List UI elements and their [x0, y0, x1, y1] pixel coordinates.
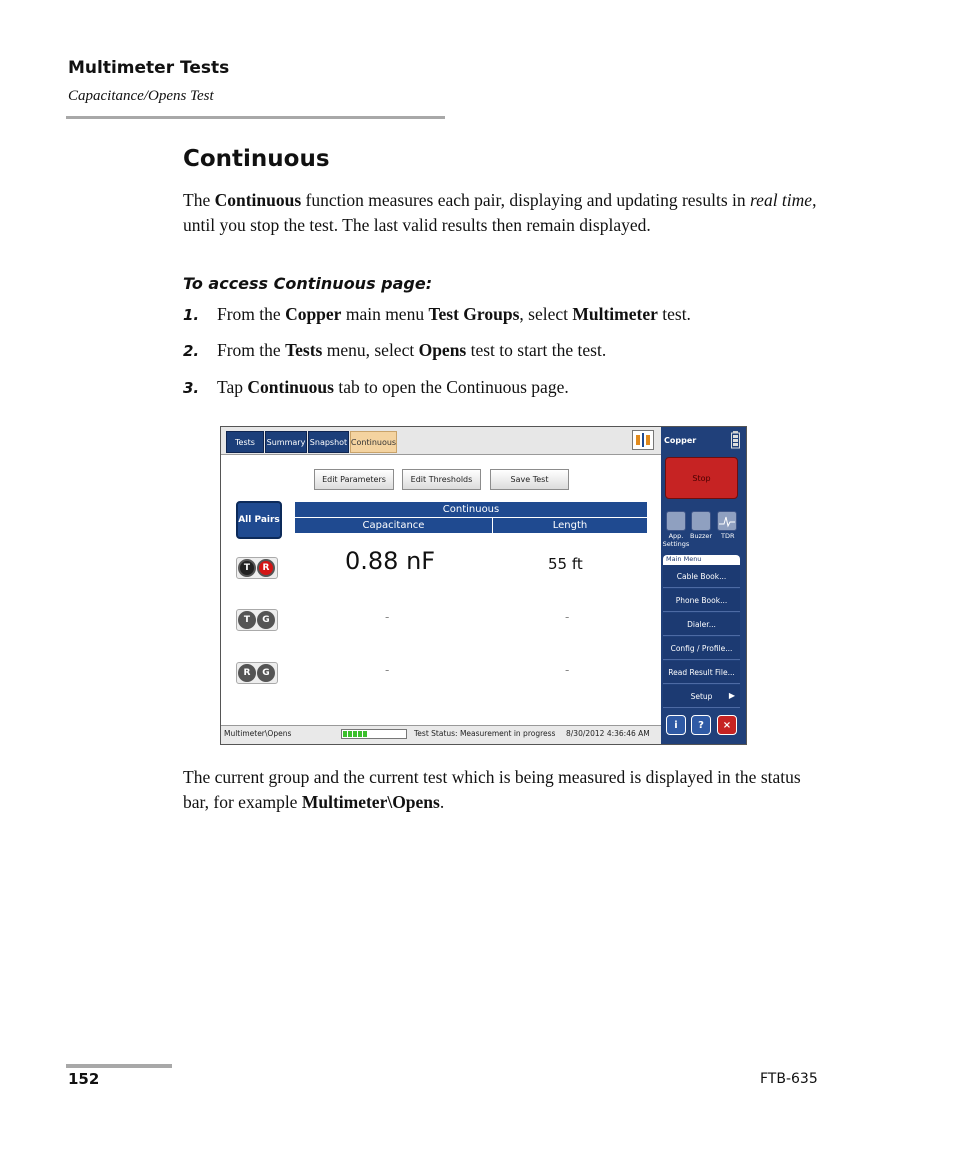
tab-snapshot[interactable]: Snapshot [308, 431, 349, 453]
footer-rule [66, 1064, 172, 1068]
menu-read-result-file[interactable]: Read Result File... [663, 661, 740, 684]
app-settings-icon[interactable] [666, 511, 686, 531]
main-menu-title: Main Menu [663, 555, 740, 566]
running-header-subtitle: Capacitance/Opens Test [68, 88, 214, 104]
procedure-title: To access Continuous page: [183, 274, 433, 293]
app-settings-label: App. Settings [662, 532, 690, 548]
menu-dialer[interactable]: Dialer... [663, 613, 740, 636]
pair-ring-icon: R [257, 559, 275, 577]
save-test-button[interactable]: Save Test [490, 469, 569, 490]
pair-ring-icon: R [238, 664, 256, 682]
tdr-label: TDR [721, 532, 735, 540]
right-panel [661, 427, 746, 744]
tab-tests[interactable]: Tests [226, 431, 264, 453]
menu-setup-label: Setup [690, 691, 713, 701]
capacitance-value: 0.88 nF [345, 547, 436, 575]
close-icon[interactable]: × [717, 715, 737, 735]
table-title: Continuous [295, 502, 647, 517]
menu-setup[interactable] [663, 685, 740, 708]
step-3: 3. Tap Continuous tab to open the Continuous page. [183, 377, 569, 397]
progress-fill [343, 731, 368, 737]
col-header-capacitance: Capacitance [295, 518, 492, 533]
status-bar [221, 725, 661, 745]
running-header-title: Multimeter Tests [68, 58, 230, 78]
pair-ground-icon: G [257, 664, 275, 682]
help-icon[interactable]: ? [691, 715, 711, 735]
edit-thresholds-button[interactable]: Edit Thresholds [402, 469, 481, 490]
pair-tg-button[interactable] [236, 609, 278, 631]
pair-tr-button[interactable] [236, 557, 278, 579]
pin-icon[interactable] [632, 430, 654, 450]
buzzer-icon[interactable] [691, 511, 711, 531]
pair-tip-icon: T [238, 559, 256, 577]
closing-paragraph: The current group and the current test which is being measured is displayed in the status bar, for example Multimeter\Opens. [183, 767, 801, 812]
length-value: 55 ft [548, 555, 583, 573]
menu-cable-book[interactable]: Cable Book... [663, 565, 740, 588]
length-value: - [565, 663, 570, 677]
edit-parameters-button[interactable]: Edit Parameters [314, 469, 394, 490]
progress-bar [341, 729, 407, 739]
pair-rg-button[interactable] [236, 662, 278, 684]
chevron-right-icon: ▶ [728, 691, 735, 700]
info-icon[interactable]: i [666, 715, 686, 735]
tab-summary[interactable]: Summary [265, 431, 307, 453]
tdr-icon[interactable] [717, 511, 737, 531]
battery-icon [731, 431, 740, 449]
menu-config-profile[interactable]: Config / Profile... [663, 637, 740, 660]
panel-title: Copper [664, 436, 697, 445]
capacitance-value: - [385, 663, 390, 677]
pair-ground-icon: G [257, 611, 275, 629]
step-2: 2. From the Tests menu, select Opens test to start the test. [183, 340, 607, 360]
menu-phone-book[interactable]: Phone Book... [663, 589, 740, 612]
capacitance-value: - [385, 610, 390, 624]
intro-paragraph: The Continuous function measures each pair, displaying and updating results in real time, until you stop the test. The last valid results then remain displayed. [183, 190, 817, 235]
status-test-path: Multimeter\Opens [224, 729, 292, 738]
section-title: Continuous [183, 146, 330, 172]
status-text: Test Status: Measurement in progress [414, 729, 556, 738]
page-number: 152 [68, 1070, 100, 1088]
col-header-length: Length [493, 518, 647, 533]
tab-bar [221, 427, 661, 455]
stop-button[interactable]: Stop [665, 457, 738, 499]
tab-continuous[interactable]: Continuous [350, 431, 397, 453]
header-rule [66, 116, 445, 119]
pair-tip-icon: T [238, 611, 256, 629]
length-value: - [565, 610, 570, 624]
step-1: 1. From the Copper main menu Test Groups, select Multimeter test. [183, 304, 691, 324]
all-pairs-button[interactable]: All Pairs [236, 501, 282, 539]
product-model: FTB-635 [760, 1071, 818, 1087]
status-datetime: 8/30/2012 4:36:46 AM [566, 729, 650, 738]
continuous-page-screenshot [220, 426, 747, 745]
buzzer-label: Buzzer [690, 532, 713, 540]
